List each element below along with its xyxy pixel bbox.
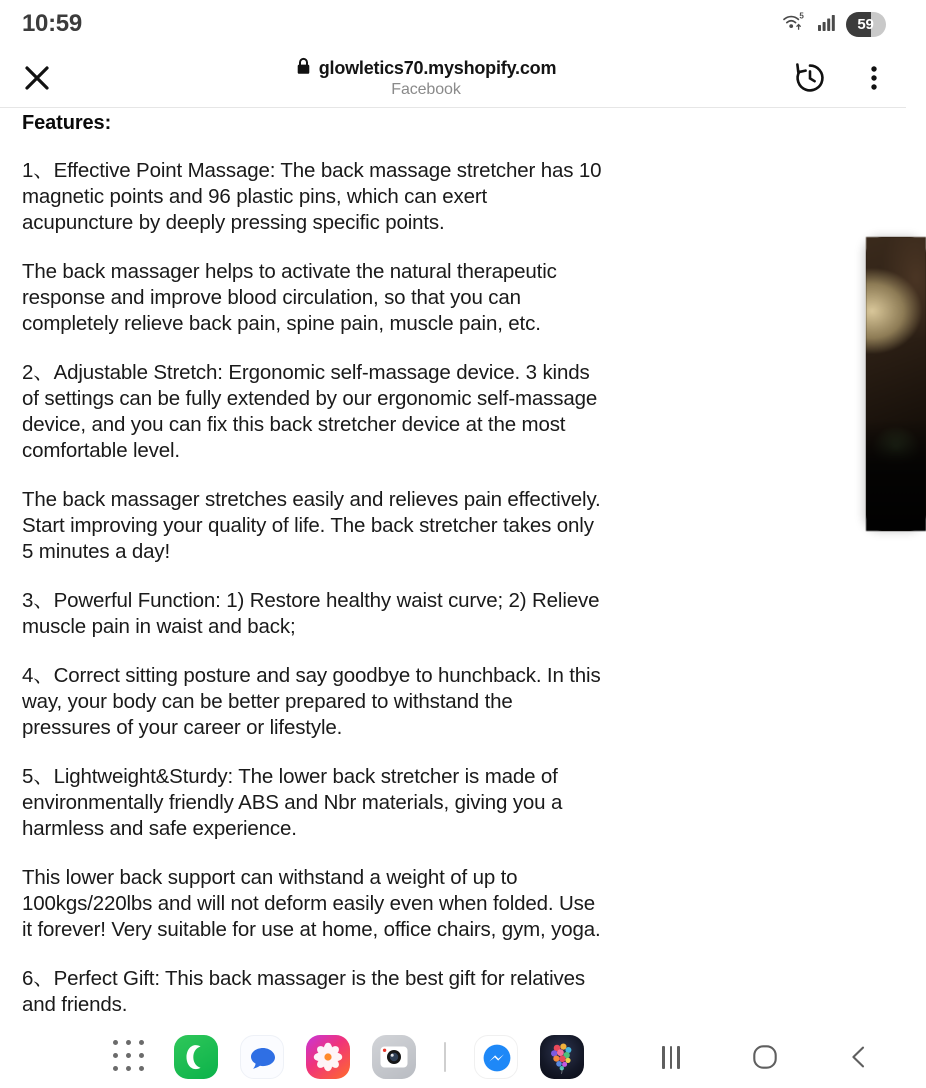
feature-paragraph: 6、Perfect Gift: This back massager is the best gift for relatives and friends. [22, 967, 585, 1016]
messages-app-icon[interactable] [240, 1035, 284, 1079]
web-page-content[interactable] [0, 109, 906, 1016]
messenger-app-icon[interactable] [474, 1035, 518, 1079]
feature-paragraph: 4、Correct sitting posture and say goodbye to hunchback. In this way, your body can be better prepared to withstand the pressures of your career or lifestyle. [22, 664, 601, 739]
page-subtitle: Facebook [391, 80, 461, 98]
status-indicators [782, 11, 886, 38]
balloons-app-icon[interactable] [540, 1035, 584, 1079]
phone-app-icon[interactable] [174, 1035, 218, 1079]
battery-percent: 59 [857, 15, 874, 33]
wifi-5-icon [782, 11, 808, 38]
feature-paragraph: 3、Powerful Function: 1) Restore healthy waist curve; 2) Relieve muscle pain in waist and back; [22, 589, 600, 638]
header-actions [778, 48, 906, 108]
lock-icon [296, 57, 311, 80]
cellular-signal-icon [817, 12, 837, 37]
feature-paragraph: 1、Effective Point Massage: The back massage stretcher has 10 magnetic points and 96 plastic pins, which can exert acupuncture by deeply pressing specific points. [22, 159, 602, 234]
back-button[interactable] [812, 1026, 906, 1088]
back-chevron-icon [846, 1044, 872, 1070]
camera-app-icon[interactable] [372, 1035, 416, 1079]
feature-paragraph: The back massager stretches easily and relieves pain effectively. Start improving your quality of life. The back stretcher takes only 5 minutes a day! [22, 488, 601, 563]
close-icon [22, 63, 52, 93]
taskbar-divider [444, 1042, 446, 1072]
system-taskbar [0, 1026, 906, 1088]
recents-button[interactable] [624, 1026, 718, 1088]
gallery-app-icon[interactable] [306, 1035, 350, 1079]
recents-icon [662, 1046, 680, 1069]
apps-grid-icon[interactable] [108, 1035, 152, 1079]
address-display[interactable] [74, 57, 778, 99]
browser-header [0, 48, 906, 108]
status-bar [0, 0, 906, 48]
taskbar-apps [108, 1035, 584, 1079]
status-time: 10:59 [22, 10, 82, 37]
close-button[interactable] [0, 48, 74, 108]
page-heading: Features: [22, 112, 112, 134]
page-url: glowletics70.myshopify.com [318, 57, 557, 78]
feature-paragraph: 5、Lightweight&Sturdy: The lower back stretcher is made of environmentally friendly ABS and Nbr materials, giving you a harmless and safe experience. [22, 765, 563, 840]
floating-video-player[interactable] [866, 237, 926, 531]
history-clock-icon [793, 61, 827, 95]
overflow-menu-button[interactable] [842, 48, 906, 108]
battery-indicator [846, 12, 886, 37]
feature-paragraph: 2、Adjustable Stretch: Ergonomic self-massage device. 3 kinds of settings can be fully extended by our ergonomic self-massage device, and you can fix this back stretcher device at the most comfortable level. [22, 361, 598, 462]
feature-paragraph: The back massager helps to activate the natural therapeutic response and improve blood circulation, so that you can completely relieve back pain, spine pain, muscle pain, etc. [22, 260, 557, 335]
home-icon [752, 1044, 778, 1070]
feature-paragraph: This lower back support can withstand a weight of up to 100kgs/220lbs and will not deform easily even when folded. Use it forever! Very suitable for use at home, office chairs, gym, yoga. [22, 866, 601, 941]
svg-text:5: 5 [799, 10, 804, 20]
navigation-bar [624, 1026, 906, 1088]
home-button[interactable] [718, 1026, 812, 1088]
video-frame [866, 237, 926, 531]
history-button[interactable] [778, 48, 842, 108]
overflow-menu-icon [861, 63, 887, 93]
